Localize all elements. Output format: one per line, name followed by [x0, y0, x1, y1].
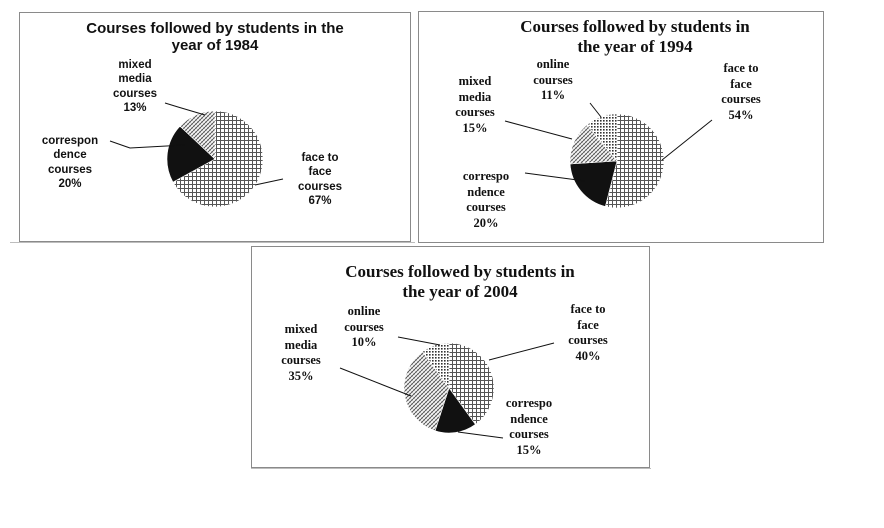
leader-line-2004-3: [398, 337, 440, 345]
slice-label-1994-mixed-media: mixed media courses 15%: [455, 74, 495, 135]
leader-line-1994-2: [505, 121, 572, 139]
leader-line-1984-2: [165, 103, 205, 115]
leader-line-1994-3: [590, 103, 601, 117]
chart-title-2004: Courses followed by students in the year of 2004: [345, 262, 575, 301]
slice-label-1994-correspondence: correspo ndence courses 20%: [462, 169, 510, 230]
slice-label-2004-mixed-media: mixed media courses 35%: [281, 322, 321, 383]
slice-label-1994-online: online courses 11%: [533, 57, 573, 103]
slice-label-2004-correspondence: correspo ndence courses 15%: [505, 396, 553, 457]
slice-label-1984-correspondence: correspon dence courses 20%: [41, 135, 99, 191]
leader-line-2004-1: [458, 432, 503, 438]
leader-line-2004-2: [340, 368, 411, 396]
chart-title-1984: Courses followed by students in the year of 1984: [86, 20, 344, 55]
chart-title-1994: Courses followed by students in the year of 1994: [520, 17, 750, 56]
slice-label-2004-online: online courses 10%: [344, 304, 384, 350]
leader-line-1994-0: [662, 120, 712, 160]
slice-label-1984-face-to-face: face to face courses 67%: [297, 152, 343, 208]
slice-label-1994-face-to-face: face to face courses 54%: [721, 61, 761, 122]
slice-label-2004-face-to-face: face to face courses 40%: [568, 302, 608, 363]
slice-label-1984-mixed-media: mixed media courses 13%: [112, 59, 158, 115]
leader-line-1984-0: [255, 179, 283, 185]
leader-line-2004-0: [489, 343, 554, 360]
